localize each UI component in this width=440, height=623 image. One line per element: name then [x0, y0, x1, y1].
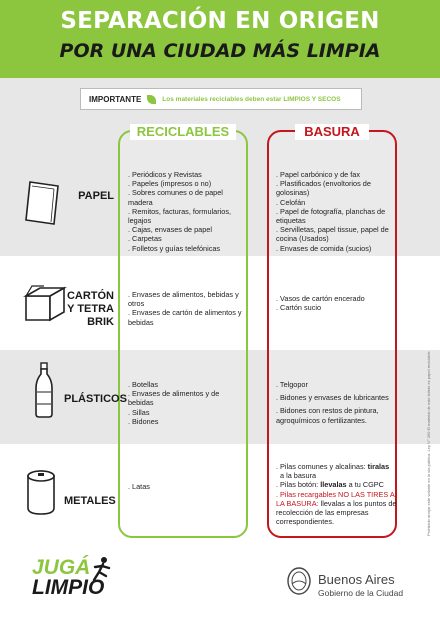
list-item: . Bidones y envases de lubricantes: [276, 393, 389, 403]
carton-reciclables-list: [128, 290, 244, 327]
importante-note: [80, 88, 362, 110]
list-item: . Bidones con restos de pintura, agroquímicos o fertilizantes.: [276, 406, 379, 425]
list-item: . Latas: [128, 482, 150, 491]
leaf-icon: [147, 95, 156, 104]
list-item: . Cajas, envases de papel: [128, 225, 212, 235]
carton-basura-list: [276, 294, 398, 312]
papel-reciclables-list: [128, 170, 244, 253]
list-item: . Plastificados (envoltorios de golosinas): [276, 179, 371, 198]
category-papel: PAPEL: [78, 190, 114, 202]
list-item: . Bidones: [128, 416, 159, 426]
paper-icon: [24, 180, 64, 226]
can-icon: [24, 468, 58, 518]
list-item: . Sillas: [128, 407, 150, 417]
runner-icon: [90, 556, 112, 582]
juga-limpio-logo-juga: JUGÁ: [32, 556, 91, 579]
list-item: . Servilletas, papel tissue, papel de cocina (Usados): [276, 225, 389, 244]
list-item: . Papel carbónico y de fax: [276, 170, 360, 179]
metales-basura-list: [276, 462, 398, 526]
list-item: . Carpetas: [128, 234, 162, 244]
government-name: Gobierno de la Ciudad: [318, 588, 404, 598]
papel-basura-list: [276, 170, 398, 253]
list-item: . Sobres comunes o de papel madera: [128, 188, 223, 207]
category-plasticos: PLÁSTICOS: [64, 393, 127, 405]
list-item: . Envases de comida (sucios): [276, 243, 372, 253]
bottle-icon: [34, 362, 54, 418]
list-item: . Papeles (impresos o no): [128, 179, 212, 189]
list-item: . Pilas botón: llevalas a tu CGPC: [276, 480, 384, 490]
list-item: . Folletos y guías telefónicas: [128, 243, 221, 253]
reciclables-heading: RECICLABLES: [130, 124, 236, 140]
plasticos-reciclables-list: [128, 380, 244, 426]
list-item: . Celofán: [276, 197, 306, 207]
side-note: Prohibido arrojar este volante en la vía pública. Ley N° 360 El material de este folleto es papel reciclable: [426, 351, 431, 536]
list-item: . Papel de fotografía, planchas de etiquetas: [276, 206, 386, 226]
header-banner: [0, 0, 440, 78]
list-item: . Pilas comunes y alcalinas: tiralas: [276, 462, 390, 471]
list-item: . Botellas: [128, 380, 159, 389]
list-item: . Periódicos y Revistas: [128, 170, 202, 179]
list-item: . Cartón sucio: [276, 303, 322, 313]
list-item-cont: a la basura: [280, 471, 317, 481]
category-metales: METALES: [64, 495, 116, 507]
plasticos-basura-list: [276, 380, 398, 429]
juga-limpio-logo-limpio: LIMPIO: [32, 576, 105, 599]
list-item: . Vasos de cartón encerado: [276, 294, 365, 303]
importante-title: IMPORTANTE: [89, 94, 142, 104]
box-icon: [22, 282, 68, 322]
header-subtitle: POR UNA CIUDAD MÁS LIMPIA: [59, 40, 381, 62]
importante-text: Los materiales reciclables deben estar LIMPIOS Y SECOS: [162, 95, 341, 103]
list-item: . Telgopor: [276, 380, 308, 389]
category-carton: CARTÓN Y TETRA BRIK: [66, 290, 114, 328]
list-item: . Remitos, facturas, formularios, legajos: [128, 206, 231, 226]
city-name: Buenos Aires: [318, 572, 395, 587]
list-item: . Envases de alimentos, bebidas y otros: [128, 290, 239, 309]
list-item: . Pilas recargables NO LAS TIRES A LA BASURA: llevalas a los puntos de recolección de las empresas correspondientes.: [276, 489, 397, 527]
metales-reciclables-list: [128, 482, 244, 491]
city-seal-icon: [286, 566, 312, 596]
header-title: SEPARACIÓN EN ORIGEN: [60, 8, 380, 34]
list-item: . Envases de alimentos y de bebidas: [128, 389, 220, 408]
list-item: . Envases de cartón de alimentos y bebidas: [128, 308, 242, 327]
basura-heading: BASURA: [295, 124, 369, 140]
